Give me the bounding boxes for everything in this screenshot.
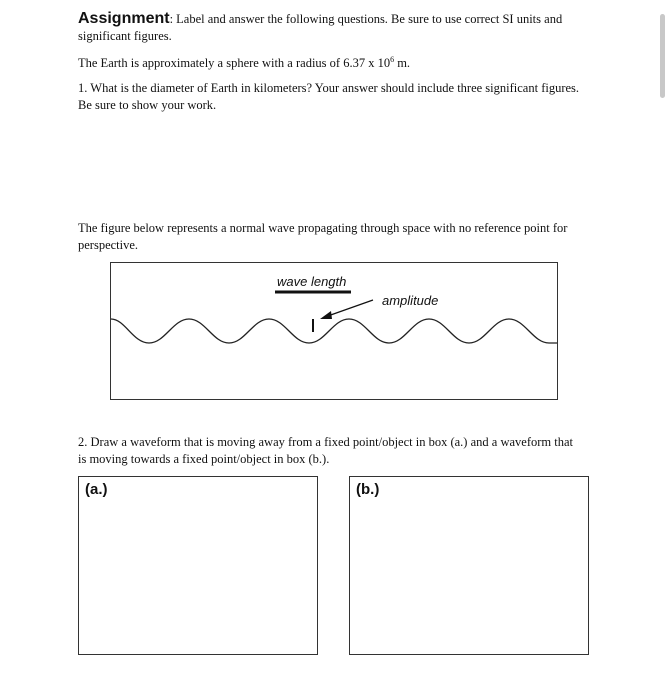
box-a-label: (a.) <box>85 481 108 498</box>
amplitude-pointer-line <box>325 300 373 317</box>
earth-exponent: 6 <box>390 55 395 64</box>
answer-box-b[interactable] <box>349 476 589 655</box>
wavelength-label: wave length <box>277 274 347 289</box>
instructions-text: : Label and answer the following questions. Be sure to use correct SI units and significant figures. <box>78 12 563 43</box>
assignment-instructions <box>78 10 583 45</box>
earth-radius-statement <box>78 55 583 72</box>
earth-unit: m. <box>394 56 411 70</box>
figure-intro: The figure below represents a normal wave propagating through space with no reference point for perspective. <box>78 221 568 252</box>
scrollbar[interactable] <box>660 14 665 98</box>
question-2: 2. Draw a waveform that is moving away from a fixed point/object in box (a.) and a waveform that is moving towards a fixed point/object in box (b.). <box>78 435 573 466</box>
wave-line <box>111 319 557 343</box>
earth-text: The Earth is approximately a sphere with a radius of 6.37 x 10 <box>78 56 391 70</box>
question-1: 1. What is the diameter of Earth in kilometers? Your answer should include three significant figures. Be sure to show your work. <box>78 81 580 112</box>
amplitude-arrowhead <box>320 311 332 319</box>
amplitude-label: amplitude <box>382 293 439 308</box>
assignment-heading: Assignment <box>78 10 170 27</box>
wave-figure <box>110 262 558 400</box>
box-b-label: (b.) <box>356 481 380 498</box>
answer-box-a[interactable] <box>78 476 318 655</box>
